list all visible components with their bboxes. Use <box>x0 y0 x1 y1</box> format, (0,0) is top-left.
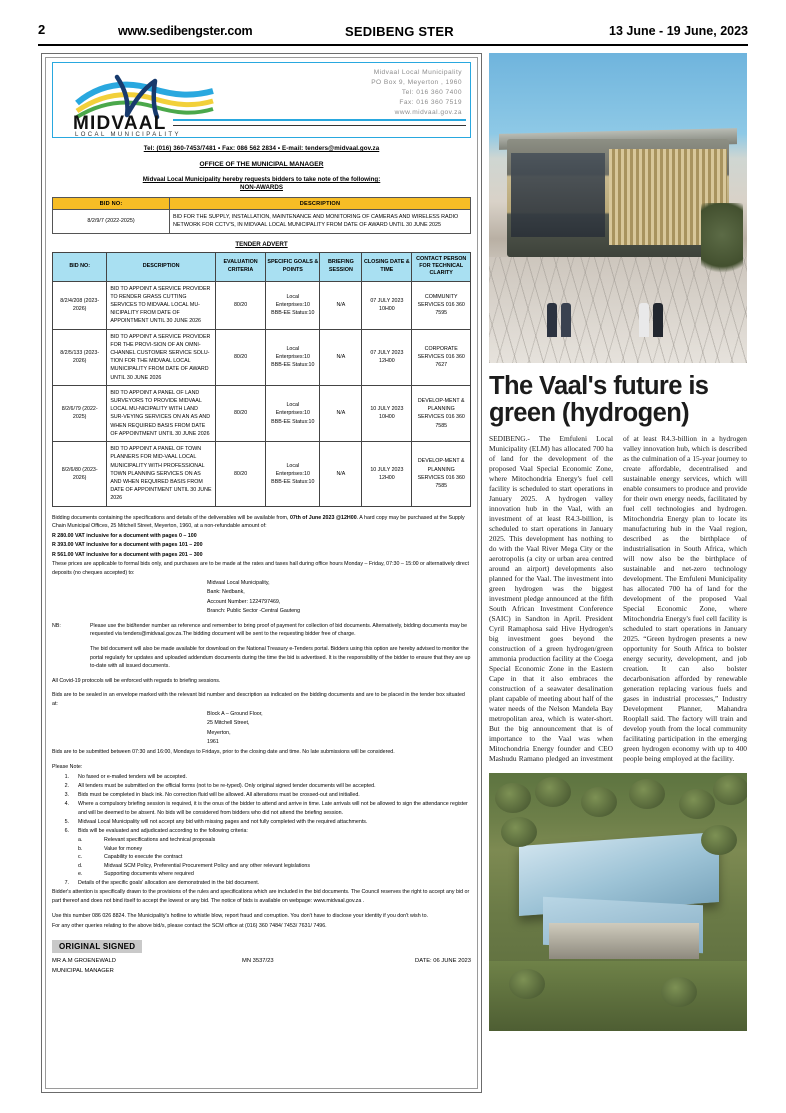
notice-reference: MN 3537/23 <box>242 958 274 965</box>
price-tier-1: R 280.00 VAT inclusive for a document with pages 0 – 100 <box>52 532 197 539</box>
item-number: 3. <box>64 792 69 799</box>
aerial-tree <box>661 977 697 1007</box>
contact-line: Tel: (016) 360-7453/7481 • Fax: 086 562 2834 • E-mail: tenders@midvaal.gov.za <box>143 145 380 152</box>
item-number: 6. <box>64 827 69 834</box>
photo-person <box>639 303 649 337</box>
cell-closing: 07 JULY 2023 12H00 <box>362 329 412 385</box>
etenders-text: The bid document will also be made available for download on the National Treasury e-Tenders portal. Bidders using this option are hereby advised to monitor the portal regularly for updates and uploaded addendum documents during the time the bid is advertised. It is the responsibility of the bidder to ensure that they are up to-date with all issued documents. <box>90 646 471 670</box>
item-text: Where a compulsory briefing session is required, it is the onus of the bidder to attend and arrive in time. Late arrivals will not be allowed to sign the attendance register and will be deemed to be absent. No bids will be considered from bidders who did not attend the briefing session. <box>78 801 468 816</box>
item-text: Relevant specifications and technical proposals <box>104 837 216 844</box>
covid-note: All Covid-19 protocols will be enforced with regards to briefing sessions. <box>52 677 221 684</box>
item-number: 5. <box>64 818 69 825</box>
table-row <box>53 210 471 234</box>
masthead-divider <box>38 44 748 46</box>
item-letter: b. <box>78 845 83 852</box>
cell-description: BID TO APPOINT A SERVICE PROVIDER FOR THE PROVI-SION OF AN OMNI-CHANNEL CUSTOMER SERVICE SOLU-TION FOR THE MIDVAAL LOCAL MUNICIPALITY FROM DATE OF AWARD UNTIL 30 JUNE 2026 <box>107 329 216 385</box>
aerial-tree <box>581 787 617 817</box>
item-letter: e. <box>78 871 83 878</box>
cell-contact: DEVELOP-MENT & PLANNING SERVICES 016 360 7585 <box>412 442 471 506</box>
nb-note-2 <box>52 645 471 671</box>
photo-person <box>653 303 663 337</box>
cell-closing: 10 JULY 2023 12H00 <box>362 442 412 506</box>
column-header-contact: CONTACT PERSON FOR TECHNICAL CLARITY <box>412 252 471 281</box>
list-item <box>52 773 471 782</box>
non-awards-label: NON-AWARDS <box>240 184 283 191</box>
address-line: PO Box 9, Meyerton , 1960 <box>371 78 462 86</box>
cell-closing: 10 JULY 2023 10H00 <box>362 385 412 441</box>
column-header-description: DESCRIPTION <box>170 198 471 210</box>
signatory-name: MR A.M GROENEWALD <box>52 958 116 965</box>
article-paragraph: SEDIBENG.- The Emfuleni Local Municipality (ELM) has allocated 700 ha of land for the development of the proposed Vaal Special Economic Zone, where Mitochondria Energy's fuel cell facility is scheduled to start operations in January 2025. A hydrogen valley innovation hub in the Vaal, with an investment of at least R4.3-billion, is scheduled to start operations in January 2025. This development has nothing to do with the Vaal River Mega City or the aerotropolis (a city or urban area centred around an airport) developments also planned for the Vaal. The investment into green hydrogen was the biggest investment pledge announced at the fifth South African Investment Conference (SAIC) in Sandton in April. President Cyril Ramaphosa said Hive Hydrogen's big investment goes beyond the construction of a green hydrogen/green ammonia production facility at the Coega Special Economic Zone in the Eastern Cape in that it also embraces the construction of a seawater desalination plant capable of meeting about half of the water needs of the Nelson Mandela Bay metropolitan area, which is water-short. But the big announcement that is of importance to the Vaal was when Mitochondria Energy founder and CEO Mashudu Ramano pledged an investment of at least R4.3-billion in a hydrogen valley innovation hub, which is described as the culmination of a 15-year journey to create affordable, decentralised and sustainable energy services, which will enable consumers to produce and provide for their own energy needs, facilitated by fuel cell technologies and hydrogen. Mitochondria Energy plan to locate its manufacturing hub in the Vaal region, described as the birthplace of industrialisation in South Africa, which will now also be the birthplace of sustainable and net-zero technology development. The Emfuleni Municipality has allocated 700 ha of land for the development of the proposed Vaal Special Economic Zone, where Mitochondria Energy's fuel cell facility is scheduled to start operations in January 2025. “Green hydrogen presents a new opportunity for South Africa to bolster energy security, development, and job creation. It can also bolster decarbonisation afforded by renewable generation replacing various fuels and gases in industrial processes,” Industry Development Planner, Mahandra Rooplall said. The factory will train and develop youth from the local community facilitating participation in the emerging green hydrogen economy with up to 400 people being employed at the facility. <box>489 434 747 763</box>
item-letter: a. <box>78 837 83 844</box>
photo-glass <box>511 153 605 237</box>
cell-briefing: N/A <box>320 442 362 506</box>
cell-evaluation: 80/20 <box>216 329 266 385</box>
list-item <box>52 870 471 879</box>
cell-bid-no: 8/2/5/133 (2023-2026) <box>53 329 107 385</box>
list-item <box>52 862 471 871</box>
docs-intro-a: Bidding documents containing the specifications and details of the deliverables will be available from, <box>52 514 289 521</box>
table-header-row <box>53 198 471 210</box>
please-note-label: Please Note: <box>52 764 83 771</box>
tender-box-line: 1961 <box>207 739 219 746</box>
item-number: 1. <box>64 773 69 780</box>
bank-line: Bank: Nedbank, <box>207 589 245 596</box>
request-line: Midvaal Local Municipality hereby requests bidders to take note of the following: <box>142 176 381 183</box>
aerial-tree <box>701 825 737 855</box>
original-signed-stamp: ORIGINAL SIGNED <box>52 940 142 953</box>
table-row <box>53 329 471 385</box>
column-header-description: DESCRIPTION <box>107 252 216 281</box>
price-tier-2: R 393.00 VAT inclusive for a document with pages 101 – 200 <box>52 542 203 549</box>
publication-name: SEDIBENG STER <box>345 24 454 39</box>
documents-availability <box>52 514 471 531</box>
address-line: Tel: 016 360 7400 <box>401 88 462 96</box>
table-header-row <box>53 252 471 281</box>
item-text: All tenders must be submitted on the official forms (not to be re-typed). Only original signed tender documents will be accepted. <box>78 783 376 790</box>
svg-text:MIDVAAL: MIDVAAL <box>73 113 167 134</box>
column-header-bid-no: BID NO: <box>53 252 107 281</box>
cell-goals: Local Enterprises:10 BBB-EE Status:10 <box>266 281 320 329</box>
list-item <box>52 782 471 791</box>
letterhead-accent-bar <box>173 119 466 121</box>
non-awards-table <box>52 197 471 234</box>
sealed-envelope-note: Bids are to be sealed in an envelope marked with the relevant bid number and description as indicated on the bidding documents and are to be placed in the tender box situated at: <box>52 692 465 707</box>
column-header-bid-no: BID NO: <box>53 198 170 210</box>
aerial-wall <box>549 923 699 959</box>
criteria-list <box>52 836 471 879</box>
cell-bid-no: 8/2/4/208 (2023-2026) <box>53 281 107 329</box>
aerial-tree <box>713 775 747 805</box>
price-tier-3: R 561.00 VAT inclusive for a document with pages 201 – 300 <box>52 551 203 558</box>
cell-goals: Local Enterprises:10 BBB-EE Status:10 <box>266 442 320 506</box>
nb-spacer <box>52 645 90 671</box>
article-body <box>489 434 747 763</box>
tender-advert-label: TENDER ADVERT <box>235 240 288 248</box>
list-item <box>52 879 471 888</box>
tender-box-address <box>207 710 471 747</box>
item-number: 4. <box>64 801 69 808</box>
item-number: 2. <box>64 783 69 790</box>
docs-available-date: 07th of June 2023 @12H00 <box>289 514 357 521</box>
item-text: Supporting documents where required <box>104 871 194 878</box>
cell-description: BID TO APPOINT A SERVICE PROVIDER TO RENDER GRASS CUTTING SERVICES TO MIDVAAL LOCAL MU-NICIPALITY FROM DATE OF APPOINTMENT UNTIL 30 JUNE 2026 <box>107 281 216 329</box>
cell-evaluation: 80/20 <box>216 281 266 329</box>
table-row <box>53 442 471 506</box>
cell-contact: DEVELOP-MENT & PLANNING SERVICES 016 360 7585 <box>412 385 471 441</box>
svg-text:LOCAL MUNICIPALITY: LOCAL MUNICIPALITY <box>75 132 181 137</box>
article-column <box>489 53 747 1031</box>
table-row <box>53 385 471 441</box>
tender-advertisement <box>41 53 482 1093</box>
list-item <box>52 827 471 836</box>
cell-description: BID TO APPOINT A PANEL OF TOWN PLANNERS FOR MID-VAAL LOCAL MUNICIPALITY WITH PROFESSIONAL TOWN PLANNING SERVICES ON AS AND WHEN REQUIRED BASIS FROM DATE OF APPOINTMENT UNTIL 30 JUNE 2026 <box>107 442 216 506</box>
article-photo-aerial <box>489 773 747 1031</box>
cell-briefing: N/A <box>320 385 362 441</box>
photo-tree <box>701 203 743 283</box>
article-photo-building <box>489 53 747 363</box>
list-item <box>52 800 471 817</box>
item-letter: d. <box>78 862 83 869</box>
aerial-tree <box>535 777 571 807</box>
signatory-title: MUNICIPAL MANAGER <box>52 968 114 975</box>
cell-contact: COMMUNITY SERVICES 016 360 7595 <box>412 281 471 329</box>
advert-body-text <box>52 514 471 931</box>
notes-list <box>52 773 471 836</box>
aerial-tree <box>679 789 715 819</box>
municipality-letterhead <box>52 62 471 138</box>
item-number: 7. <box>64 879 69 886</box>
aerial-tree <box>495 783 531 813</box>
address-line: Midvaal Local Municipality <box>373 69 462 76</box>
aerial-tree <box>501 817 537 847</box>
list-item <box>52 818 471 827</box>
column-header-goals: SPECIFIC GOALS & POINTS <box>266 252 320 281</box>
tender-table <box>52 252 471 507</box>
item-text: Value for money <box>104 845 143 852</box>
list-item <box>52 853 471 862</box>
photo-person <box>561 303 571 337</box>
item-text: Capability to execute the contract <box>104 854 183 861</box>
table-row <box>53 281 471 329</box>
photo-person <box>547 303 557 337</box>
cell-bid-no: 8/2/6/80 (2023-2026) <box>53 442 107 506</box>
bank-line: Account Number: 1224797469, <box>207 598 281 605</box>
cell-bid-no: 8/2/9/7 (2022-2025) <box>53 210 170 234</box>
office-title: OFFICE OF THE MUNICIPAL MANAGER <box>199 161 324 168</box>
nb-label: NB: <box>52 622 61 629</box>
column-header-closing: CLOSING DATE & TIME <box>362 252 412 281</box>
item-letter: c. <box>78 854 83 861</box>
item-text: Bids will be evaluated and adjudicated according to the following criteria: <box>78 827 248 834</box>
prices-note: These prices are applicable to formal bids only, and purchases are to be made at the rates and taxes hall during office hours Monday – Friday, 07:30 – 15:00 or alternatively direct deposits (no cheques accepted) to: <box>52 561 469 576</box>
nb-note <box>52 622 471 639</box>
list-item <box>52 845 471 854</box>
signature-block <box>52 958 471 964</box>
docs-intro-b: . A hard copy may be purchased at the Supply Chain Municipal Offices, 25 Mitchell Street, Meyerton, 1960, at a non-refundable amount of: <box>52 514 465 530</box>
nb-text: Please use the bid/tender number as reference and remember to bring proof of payment for collection of bid documents. Alternatively, bidding documents may be requested via tenders@midvaal.gov.za.The bidding document will be sent to the requesting bidder free of charge. <box>90 622 468 638</box>
publication-website: www.sedibengster.com <box>118 24 253 38</box>
notes-list-cont <box>52 879 471 888</box>
aerial-tree <box>509 969 545 999</box>
bidder-attention: Bidder's attention is specifically drawn to the provisions of the rules and specifications which are included in the bid documents. The Council reserves the right to accept any bid or part thereof and does not bind itself to accept the lowest or any bid. The notice of bids is available on webpage: www.midvaal.gov.za . <box>52 888 470 904</box>
submission-window: Bids are to be submitted between 07:30 and 16:00, Mondays to Fridays, prior to the closing date and time. No late submissions will be considered. <box>52 748 395 755</box>
list-item <box>52 836 471 845</box>
queries-note: For any other queries relating to the above bid/s, please contact the SCM office at (016) 360 7484/ 7453/ 7631/ 7496. <box>52 922 327 929</box>
item-text: Bids must be completed in black ink. No correction fluid will be allowed. All alterations must be crossed-out and initialled. <box>78 792 360 799</box>
bank-line: Branch: Public Sector -Central Gauteng <box>207 608 301 615</box>
cell-evaluation: 80/20 <box>216 442 266 506</box>
article-headline: The Vaal's future is green (hydrogen) <box>489 372 709 427</box>
column-header-evaluation: EVALUATION CRITERIA <box>216 252 266 281</box>
cell-closing: 07 JULY 2023 10H00 <box>362 281 412 329</box>
page-number: 2 <box>38 22 46 37</box>
cell-description: BID FOR THE SUPPLY, INSTALLATION, MAINTENANCE AND MONITORING OF CAMERAS AND WIRELESS RADIO NETWORK FOR CCTV'S, IN MIDVAAL LOCAL MUNICIPALITY FROM DATE OF AWARD UNTIL 30 JUNE 2025 <box>170 210 471 234</box>
cell-goals: Local Enterprises:10 BBB-EE Status:10 <box>266 385 320 441</box>
hotline-note: Use this number 086 026 8824. The Municipality's hotline to whistle blow, report fraud and corruption. You don't have to disclose your identity if you don't wish to. <box>52 913 428 920</box>
tender-box-line: 25 Mitchell Street, <box>207 720 250 727</box>
notice-date: DATE: 06 JUNE 2023 <box>415 958 471 965</box>
municipality-address <box>371 68 462 117</box>
cell-goals: Local Enterprises:10 BBB-EE Status:10 <box>266 329 320 385</box>
list-item <box>52 791 471 800</box>
aerial-tree <box>629 779 665 809</box>
item-text: Details of the specific goals' allocation are demonstrated in the bid document. <box>78 879 260 886</box>
letterhead-accent-bar2 <box>173 125 466 126</box>
item-text: Midvaal SCM Policy, Preferential Procurement Policy and any other relevant legislations <box>104 862 310 869</box>
signatory-title-row <box>52 968 471 974</box>
cell-description: BID TO APPOINT A PANEL OF LAND SURVEYORS TO PROVIDE MIDVAAL LOCAL MU-NICIPALITY WITH LAND SUR-VEYING SERVICES ON AN AS AND WHEN REQUIRED BASIS FROM DATE OF APPOINTMENT UNTIL 30 JUNE 2026 <box>107 385 216 441</box>
banking-details <box>207 579 471 616</box>
cell-evaluation: 80/20 <box>216 385 266 441</box>
cell-contact: CORPORATE SERVICES 016 360 7627 <box>412 329 471 385</box>
address-website: www.midvaal.gov.za <box>394 108 462 116</box>
column-header-briefing: BRIEFING SESSION <box>320 252 362 281</box>
cell-briefing: N/A <box>320 329 362 385</box>
issue-date: 13 June - 19 June, 2023 <box>609 24 748 38</box>
bank-line: Midvaal Local Municipality, <box>207 579 270 586</box>
page-masthead <box>0 22 786 52</box>
item-text: Midvaal Local Municipality will not accept any bid with missing pages and not fully completed with the required attachments. <box>78 818 368 825</box>
tender-box-line: Meyerton, <box>207 729 231 736</box>
item-text: No faxed or e-mailed tenders will be accepted. <box>78 773 187 780</box>
midvaal-logo-icon <box>61 67 231 137</box>
cell-bid-no: 8/2/6/79 (2022-2025) <box>53 385 107 441</box>
cell-briefing: N/A <box>320 281 362 329</box>
address-line: Fax: 016 360 7519 <box>399 98 462 106</box>
tender-box-line: Block A – Ground Floor, <box>207 710 263 717</box>
